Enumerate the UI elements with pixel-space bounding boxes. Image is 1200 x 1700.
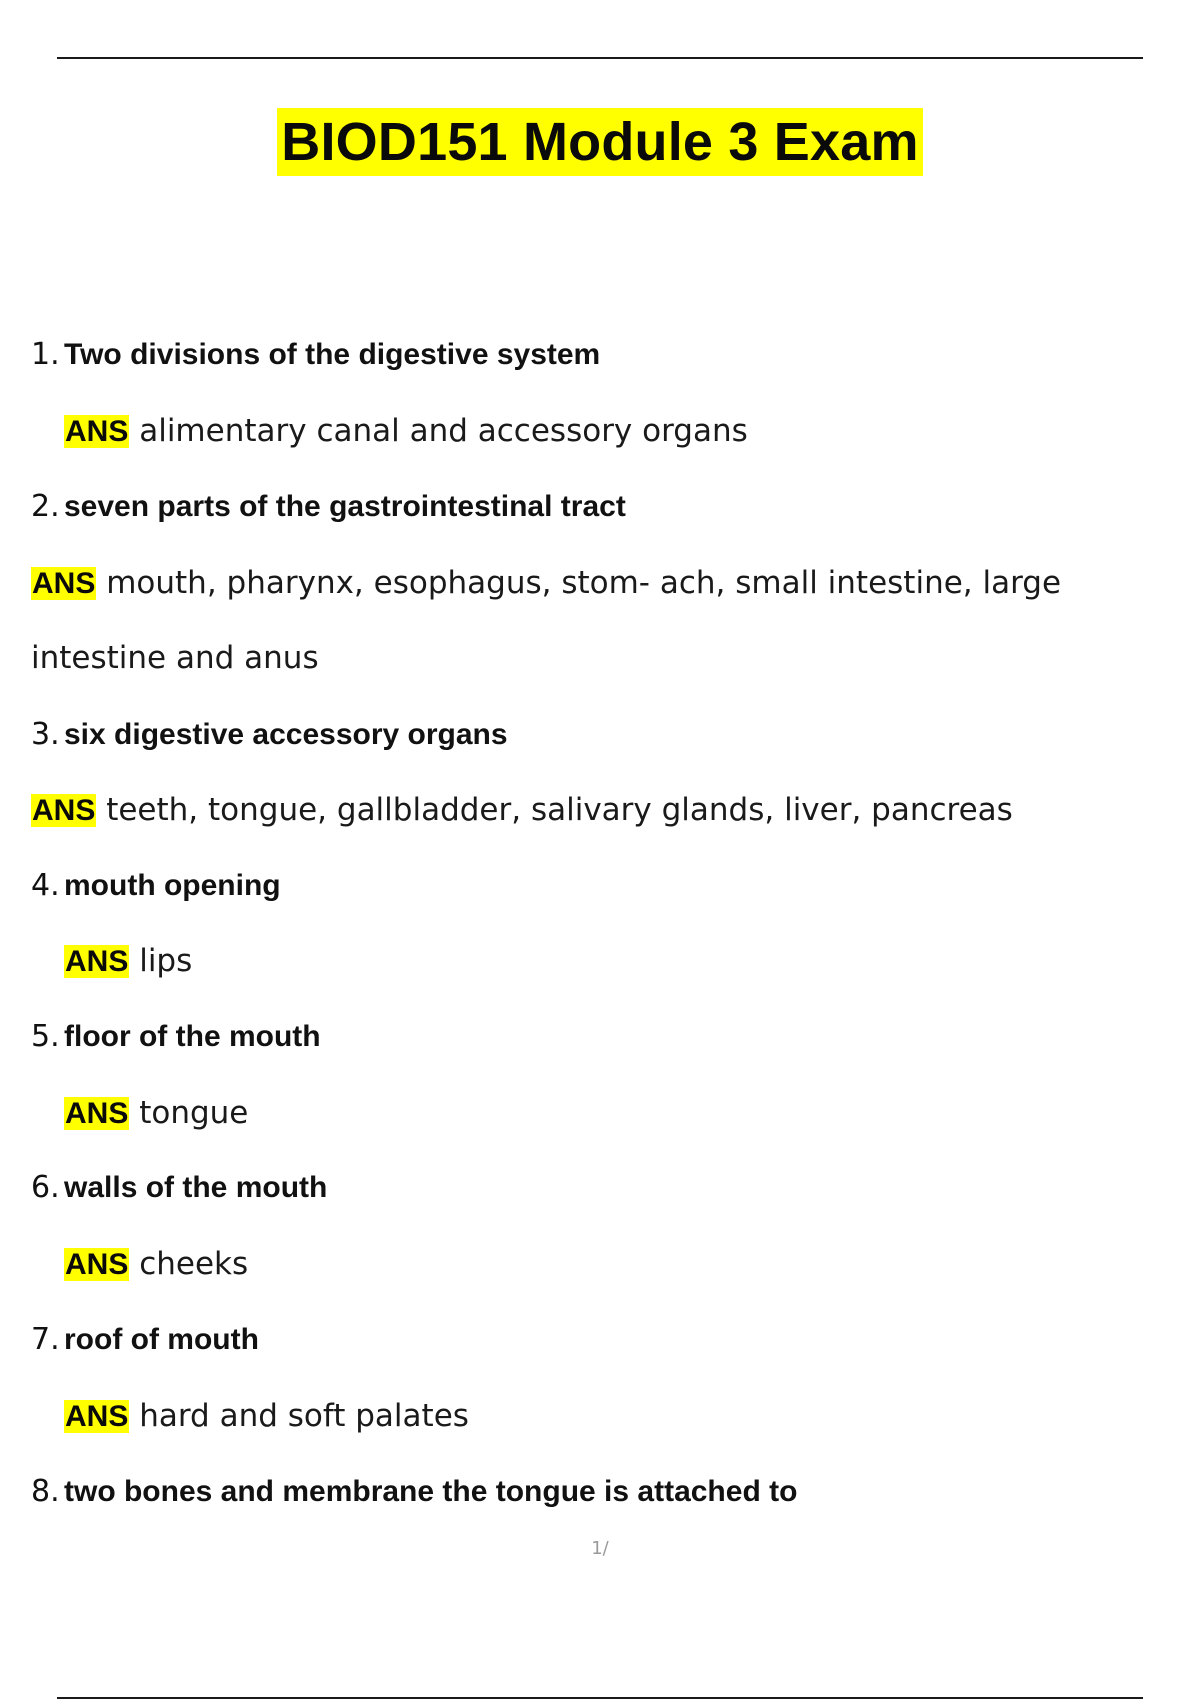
question-3 [31,715,508,755]
document-title: BIOD151 Module 3 Exam [277,108,922,176]
question-number: 5. [31,1019,60,1054]
answer-5 [64,1093,248,1134]
question-number: 4. [31,868,60,903]
question-text: six digestive accessory organs [64,718,508,751]
question-7 [31,1320,259,1360]
answer-4 [64,941,192,982]
question-6 [31,1168,327,1208]
question-text: mouth opening [64,869,281,902]
question-number: 7. [31,1322,60,1357]
question-number: 1. [31,337,60,372]
answer-text: tongue [139,1095,249,1131]
answer-text: cheeks [139,1246,249,1282]
answer-text: alimentary canal and accessory organs [139,413,748,449]
answer-3 [31,790,1013,831]
question-text: seven parts of the gastrointestinal tract [64,490,626,523]
question-1 [31,335,600,375]
question-number: 3. [31,717,60,752]
answer-text: mouth, pharynx, esophagus, stom- ach, small intestine, large [106,565,1062,601]
question-number: 6. [31,1170,60,1205]
answer-2-continued: intestine and anus [31,640,319,676]
question-number: 8. [31,1474,60,1509]
ans-label: ANS [32,567,96,600]
question-2 [31,487,626,527]
page-number: 1/ [591,1538,609,1559]
ans-label: ANS [65,1097,129,1130]
answer-text: hard and soft palates [139,1398,469,1434]
ans-label: ANS [32,794,96,827]
ans-label: ANS [65,1400,129,1433]
question-text: roof of mouth [64,1323,259,1356]
question-8 [31,1472,797,1512]
question-text: Two divisions of the digestive system [64,338,601,371]
ans-label: ANS [65,415,129,448]
answer-text: lips [139,943,193,979]
answer-2 [31,563,1061,604]
bottom-rule [57,1697,1143,1699]
question-text: floor of the mouth [64,1020,321,1053]
answer-6 [64,1244,248,1285]
top-rule [57,57,1143,59]
answer-text: teeth, tongue, gallbladder, salivary glands, liver, pancreas [106,792,1013,828]
question-5 [31,1017,321,1057]
question-text: walls of the mouth [64,1171,328,1204]
ans-label: ANS [65,1248,129,1281]
question-text: two bones and membrane the tongue is attached to [64,1475,798,1508]
question-number: 2. [31,489,60,524]
title-container [0,108,1200,176]
ans-label: ANS [65,945,129,978]
question-4 [31,866,281,906]
answer-7 [64,1396,469,1437]
answer-1 [64,411,748,452]
